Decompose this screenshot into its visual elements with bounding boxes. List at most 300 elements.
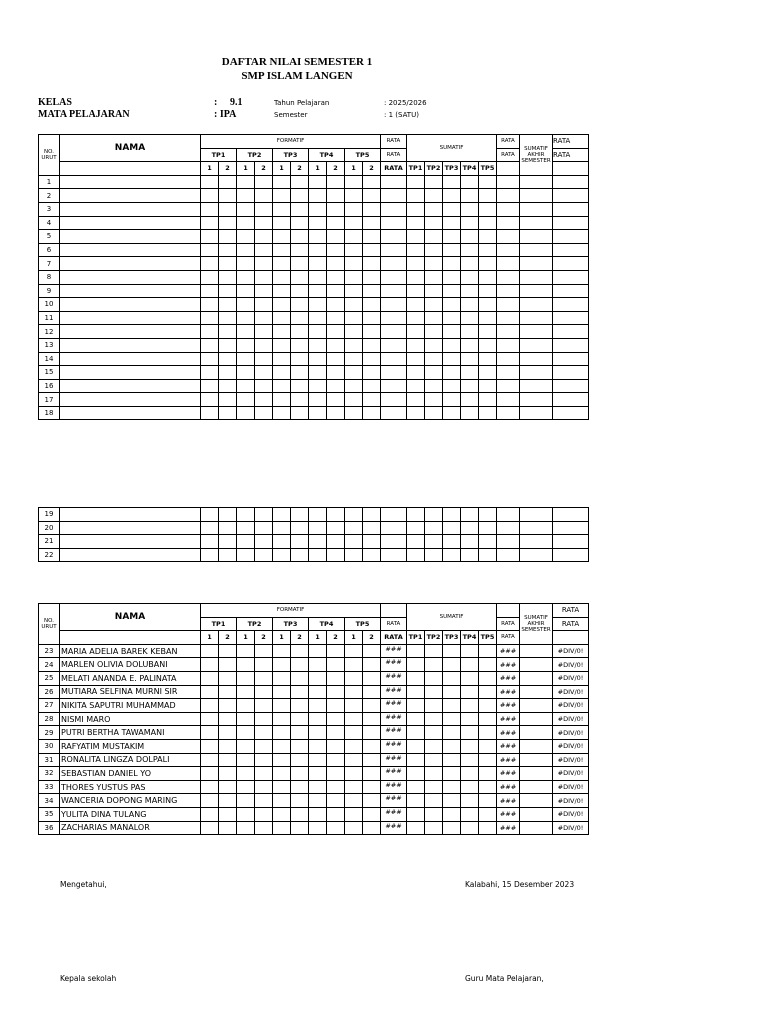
final-rata[interactable] bbox=[553, 393, 589, 407]
formatif-score[interactable] bbox=[345, 270, 363, 284]
sumatif-rata[interactable]: ### bbox=[497, 712, 520, 726]
formatif-score[interactable] bbox=[237, 202, 255, 216]
sumatif-score[interactable] bbox=[425, 685, 443, 699]
sumatif-score[interactable] bbox=[443, 393, 461, 407]
formatif-rata[interactable] bbox=[381, 230, 407, 244]
formatif-rata[interactable] bbox=[381, 270, 407, 284]
formatif-score[interactable] bbox=[219, 644, 237, 658]
formatif-score[interactable] bbox=[201, 189, 219, 203]
formatif-score[interactable] bbox=[273, 393, 291, 407]
sas-score[interactable] bbox=[520, 548, 553, 562]
formatif-score[interactable] bbox=[237, 189, 255, 203]
row-number[interactable]: 16 bbox=[39, 379, 60, 393]
sas-score[interactable] bbox=[520, 535, 553, 549]
formatif-score[interactable] bbox=[291, 338, 309, 352]
sumatif-score[interactable] bbox=[443, 521, 461, 535]
sumatif-score[interactable] bbox=[461, 807, 479, 821]
formatif-score[interactable] bbox=[237, 257, 255, 271]
final-rata[interactable] bbox=[553, 548, 589, 562]
sumatif-score[interactable] bbox=[407, 202, 425, 216]
sas-score[interactable] bbox=[520, 807, 553, 821]
sumatif-score[interactable] bbox=[407, 780, 425, 794]
sumatif-score[interactable] bbox=[461, 311, 479, 325]
sumatif-score[interactable] bbox=[443, 739, 461, 753]
formatif-score[interactable] bbox=[219, 270, 237, 284]
sumatif-score[interactable] bbox=[407, 712, 425, 726]
formatif-score[interactable] bbox=[201, 794, 219, 808]
sumatif-score[interactable] bbox=[479, 821, 497, 835]
formatif-score[interactable] bbox=[255, 685, 273, 699]
formatif-score[interactable] bbox=[201, 767, 219, 781]
formatif-score[interactable] bbox=[273, 780, 291, 794]
formatif-score[interactable] bbox=[363, 379, 381, 393]
sumatif-rata[interactable] bbox=[497, 311, 520, 325]
formatif-score[interactable] bbox=[363, 189, 381, 203]
sumatif-score[interactable] bbox=[443, 270, 461, 284]
formatif-score[interactable] bbox=[345, 794, 363, 808]
sumatif-score[interactable] bbox=[407, 726, 425, 740]
formatif-score[interactable] bbox=[219, 230, 237, 244]
formatif-score[interactable] bbox=[327, 644, 345, 658]
formatif-score[interactable] bbox=[201, 821, 219, 835]
sumatif-score[interactable] bbox=[479, 807, 497, 821]
formatif-score[interactable] bbox=[255, 257, 273, 271]
formatif-score[interactable] bbox=[327, 325, 345, 339]
sumatif-score[interactable] bbox=[461, 712, 479, 726]
formatif-rata[interactable] bbox=[381, 366, 407, 380]
formatif-score[interactable] bbox=[237, 671, 255, 685]
final-rata[interactable]: #DIV/0! bbox=[553, 726, 589, 740]
sumatif-score[interactable] bbox=[479, 338, 497, 352]
sumatif-score[interactable] bbox=[443, 175, 461, 189]
sumatif-score[interactable] bbox=[479, 699, 497, 713]
formatif-score[interactable] bbox=[237, 298, 255, 312]
student-name[interactable] bbox=[60, 535, 201, 549]
sas-score[interactable] bbox=[520, 739, 553, 753]
formatif-score[interactable] bbox=[345, 753, 363, 767]
final-rata[interactable] bbox=[553, 352, 589, 366]
sumatif-score[interactable] bbox=[443, 699, 461, 713]
sumatif-score[interactable] bbox=[479, 202, 497, 216]
formatif-score[interactable] bbox=[255, 379, 273, 393]
final-rata[interactable]: #DIV/0! bbox=[553, 658, 589, 672]
formatif-score[interactable] bbox=[237, 821, 255, 835]
formatif-score[interactable] bbox=[201, 175, 219, 189]
formatif-rata[interactable] bbox=[381, 352, 407, 366]
formatif-score[interactable] bbox=[237, 753, 255, 767]
formatif-score[interactable] bbox=[219, 257, 237, 271]
sumatif-rata[interactable] bbox=[497, 338, 520, 352]
sumatif-rata[interactable] bbox=[497, 230, 520, 244]
formatif-score[interactable] bbox=[237, 379, 255, 393]
formatif-score[interactable] bbox=[309, 685, 327, 699]
row-number[interactable]: 25 bbox=[39, 671, 60, 685]
sumatif-score[interactable] bbox=[443, 284, 461, 298]
formatif-score[interactable] bbox=[255, 338, 273, 352]
sumatif-rata[interactable]: ### bbox=[497, 699, 520, 713]
sumatif-score[interactable] bbox=[461, 257, 479, 271]
sumatif-score[interactable] bbox=[461, 230, 479, 244]
formatif-score[interactable] bbox=[219, 807, 237, 821]
formatif-score[interactable] bbox=[201, 366, 219, 380]
formatif-score[interactable] bbox=[273, 644, 291, 658]
formatif-score[interactable] bbox=[345, 230, 363, 244]
sumatif-score[interactable] bbox=[443, 379, 461, 393]
formatif-rata[interactable] bbox=[381, 521, 407, 535]
formatif-score[interactable] bbox=[237, 366, 255, 380]
row-number[interactable]: 22 bbox=[39, 548, 60, 562]
sumatif-score[interactable] bbox=[479, 270, 497, 284]
formatif-score[interactable] bbox=[255, 726, 273, 740]
formatif-score[interactable] bbox=[237, 548, 255, 562]
formatif-score[interactable] bbox=[363, 243, 381, 257]
formatif-score[interactable] bbox=[309, 767, 327, 781]
formatif-score[interactable] bbox=[345, 325, 363, 339]
formatif-score[interactable] bbox=[201, 379, 219, 393]
sumatif-rata[interactable] bbox=[497, 406, 520, 420]
formatif-score[interactable] bbox=[219, 521, 237, 535]
sumatif-score[interactable] bbox=[443, 535, 461, 549]
sumatif-rata[interactable]: ### bbox=[497, 821, 520, 835]
formatif-score[interactable] bbox=[291, 325, 309, 339]
sumatif-score[interactable] bbox=[407, 189, 425, 203]
formatif-score[interactable] bbox=[309, 216, 327, 230]
formatif-score[interactable] bbox=[237, 699, 255, 713]
sumatif-score[interactable] bbox=[425, 352, 443, 366]
formatif-score[interactable] bbox=[237, 644, 255, 658]
sumatif-score[interactable] bbox=[425, 780, 443, 794]
row-number[interactable]: 10 bbox=[39, 298, 60, 312]
formatif-score[interactable] bbox=[363, 726, 381, 740]
sumatif-score[interactable] bbox=[443, 548, 461, 562]
formatif-score[interactable] bbox=[327, 298, 345, 312]
student-name[interactable] bbox=[60, 257, 201, 271]
sas-score[interactable] bbox=[520, 284, 553, 298]
formatif-score[interactable] bbox=[237, 535, 255, 549]
formatif-score[interactable] bbox=[273, 767, 291, 781]
sumatif-score[interactable] bbox=[407, 753, 425, 767]
formatif-score[interactable] bbox=[309, 352, 327, 366]
formatif-score[interactable] bbox=[363, 685, 381, 699]
formatif-score[interactable] bbox=[363, 699, 381, 713]
sumatif-score[interactable] bbox=[461, 298, 479, 312]
formatif-score[interactable] bbox=[255, 548, 273, 562]
formatif-score[interactable] bbox=[327, 175, 345, 189]
formatif-score[interactable] bbox=[255, 780, 273, 794]
formatif-score[interactable] bbox=[255, 325, 273, 339]
formatif-score[interactable] bbox=[363, 257, 381, 271]
formatif-score[interactable] bbox=[363, 311, 381, 325]
formatif-score[interactable] bbox=[273, 821, 291, 835]
formatif-score[interactable] bbox=[201, 406, 219, 420]
formatif-score[interactable] bbox=[291, 189, 309, 203]
formatif-score[interactable] bbox=[273, 257, 291, 271]
final-rata[interactable] bbox=[553, 175, 589, 189]
formatif-score[interactable] bbox=[363, 767, 381, 781]
sumatif-score[interactable] bbox=[479, 535, 497, 549]
sumatif-score[interactable] bbox=[407, 311, 425, 325]
sumatif-score[interactable] bbox=[479, 521, 497, 535]
row-number[interactable]: 15 bbox=[39, 366, 60, 380]
formatif-rata[interactable] bbox=[381, 379, 407, 393]
sumatif-rata[interactable] bbox=[497, 325, 520, 339]
sumatif-score[interactable] bbox=[407, 257, 425, 271]
formatif-rata[interactable] bbox=[381, 243, 407, 257]
sumatif-score[interactable] bbox=[479, 671, 497, 685]
formatif-score[interactable] bbox=[345, 535, 363, 549]
formatif-score[interactable] bbox=[201, 726, 219, 740]
sas-score[interactable] bbox=[520, 325, 553, 339]
sumatif-score[interactable] bbox=[443, 671, 461, 685]
formatif-score[interactable] bbox=[237, 352, 255, 366]
formatif-score[interactable] bbox=[327, 780, 345, 794]
sumatif-score[interactable] bbox=[479, 753, 497, 767]
formatif-score[interactable] bbox=[237, 393, 255, 407]
formatif-score[interactable] bbox=[237, 767, 255, 781]
formatif-score[interactable] bbox=[237, 311, 255, 325]
row-number[interactable]: 12 bbox=[39, 325, 60, 339]
formatif-score[interactable] bbox=[237, 508, 255, 522]
formatif-rata[interactable]: ### bbox=[381, 821, 407, 835]
sumatif-score[interactable] bbox=[443, 189, 461, 203]
sumatif-rata[interactable]: ### bbox=[497, 807, 520, 821]
formatif-score[interactable] bbox=[291, 699, 309, 713]
formatif-score[interactable] bbox=[255, 739, 273, 753]
formatif-score[interactable] bbox=[219, 767, 237, 781]
student-name[interactable] bbox=[60, 393, 201, 407]
sas-score[interactable] bbox=[520, 671, 553, 685]
student-name[interactable]: MUTIARA SELFINA MURNI SIR bbox=[60, 685, 201, 699]
row-number[interactable]: 26 bbox=[39, 685, 60, 699]
formatif-score[interactable] bbox=[273, 270, 291, 284]
sumatif-score[interactable] bbox=[407, 230, 425, 244]
sumatif-score[interactable] bbox=[479, 767, 497, 781]
formatif-rata[interactable]: ### bbox=[381, 780, 407, 794]
formatif-score[interactable] bbox=[309, 535, 327, 549]
sumatif-score[interactable] bbox=[425, 535, 443, 549]
sumatif-score[interactable] bbox=[479, 739, 497, 753]
student-name[interactable]: WANCERIA DOPONG MARING bbox=[60, 794, 201, 808]
sumatif-rata[interactable] bbox=[497, 202, 520, 216]
sas-score[interactable] bbox=[520, 270, 553, 284]
formatif-score[interactable] bbox=[201, 535, 219, 549]
student-name[interactable]: NIKITA SAPUTRI MUHAMMAD bbox=[60, 699, 201, 713]
formatif-score[interactable] bbox=[255, 284, 273, 298]
formatif-score[interactable] bbox=[291, 658, 309, 672]
formatif-score[interactable] bbox=[201, 202, 219, 216]
formatif-score[interactable] bbox=[309, 189, 327, 203]
formatif-score[interactable] bbox=[255, 753, 273, 767]
sumatif-rata[interactable]: ### bbox=[497, 780, 520, 794]
formatif-score[interactable] bbox=[291, 270, 309, 284]
formatif-score[interactable] bbox=[309, 202, 327, 216]
formatif-score[interactable] bbox=[291, 508, 309, 522]
sumatif-score[interactable] bbox=[407, 821, 425, 835]
sumatif-score[interactable] bbox=[443, 712, 461, 726]
formatif-score[interactable] bbox=[327, 699, 345, 713]
sumatif-score[interactable] bbox=[461, 535, 479, 549]
formatif-score[interactable] bbox=[345, 807, 363, 821]
formatif-score[interactable] bbox=[201, 284, 219, 298]
sas-score[interactable] bbox=[520, 767, 553, 781]
sas-score[interactable] bbox=[520, 685, 553, 699]
sumatif-score[interactable] bbox=[425, 712, 443, 726]
sumatif-score[interactable] bbox=[461, 794, 479, 808]
sumatif-score[interactable] bbox=[407, 216, 425, 230]
formatif-score[interactable] bbox=[273, 175, 291, 189]
sumatif-score[interactable] bbox=[479, 230, 497, 244]
formatif-score[interactable] bbox=[345, 298, 363, 312]
sas-score[interactable] bbox=[520, 712, 553, 726]
formatif-score[interactable] bbox=[309, 508, 327, 522]
formatif-rata[interactable]: ### bbox=[381, 753, 407, 767]
formatif-score[interactable] bbox=[201, 298, 219, 312]
formatif-rata[interactable]: ### bbox=[381, 794, 407, 808]
formatif-score[interactable] bbox=[291, 644, 309, 658]
final-rata[interactable]: #DIV/0! bbox=[553, 767, 589, 781]
formatif-score[interactable] bbox=[219, 794, 237, 808]
formatif-score[interactable] bbox=[201, 521, 219, 535]
sumatif-score[interactable] bbox=[461, 338, 479, 352]
formatif-score[interactable] bbox=[327, 671, 345, 685]
formatif-score[interactable] bbox=[219, 726, 237, 740]
formatif-score[interactable] bbox=[309, 298, 327, 312]
sumatif-rata[interactable] bbox=[497, 189, 520, 203]
formatif-score[interactable] bbox=[309, 230, 327, 244]
formatif-score[interactable] bbox=[237, 521, 255, 535]
formatif-score[interactable] bbox=[363, 821, 381, 835]
final-rata[interactable]: #DIV/0! bbox=[553, 671, 589, 685]
row-number[interactable]: 24 bbox=[39, 658, 60, 672]
sumatif-score[interactable] bbox=[443, 685, 461, 699]
sumatif-score[interactable] bbox=[443, 257, 461, 271]
row-number[interactable]: 34 bbox=[39, 794, 60, 808]
formatif-score[interactable] bbox=[345, 548, 363, 562]
student-name[interactable]: NISMI MARO bbox=[60, 712, 201, 726]
sumatif-score[interactable] bbox=[479, 726, 497, 740]
formatif-rata[interactable] bbox=[381, 508, 407, 522]
sumatif-score[interactable] bbox=[407, 379, 425, 393]
student-name[interactable] bbox=[60, 298, 201, 312]
formatif-score[interactable] bbox=[291, 535, 309, 549]
sumatif-rata[interactable]: ### bbox=[497, 671, 520, 685]
formatif-score[interactable] bbox=[255, 807, 273, 821]
formatif-score[interactable] bbox=[309, 325, 327, 339]
row-number[interactable]: 14 bbox=[39, 352, 60, 366]
formatif-score[interactable] bbox=[291, 366, 309, 380]
formatif-score[interactable] bbox=[201, 712, 219, 726]
sumatif-rata[interactable]: ### bbox=[497, 739, 520, 753]
sumatif-score[interactable] bbox=[479, 366, 497, 380]
formatif-score[interactable] bbox=[201, 325, 219, 339]
student-name[interactable] bbox=[60, 243, 201, 257]
sas-score[interactable] bbox=[520, 726, 553, 740]
formatif-score[interactable] bbox=[219, 202, 237, 216]
formatif-score[interactable] bbox=[345, 338, 363, 352]
formatif-score[interactable] bbox=[201, 658, 219, 672]
formatif-score[interactable] bbox=[219, 311, 237, 325]
formatif-score[interactable] bbox=[237, 284, 255, 298]
row-number[interactable]: 19 bbox=[39, 508, 60, 522]
sumatif-score[interactable] bbox=[425, 298, 443, 312]
formatif-score[interactable] bbox=[345, 352, 363, 366]
sumatif-score[interactable] bbox=[443, 821, 461, 835]
formatif-score[interactable] bbox=[201, 548, 219, 562]
sumatif-score[interactable] bbox=[479, 257, 497, 271]
final-rata[interactable] bbox=[553, 216, 589, 230]
formatif-score[interactable] bbox=[345, 508, 363, 522]
formatif-score[interactable] bbox=[291, 216, 309, 230]
formatif-score[interactable] bbox=[363, 780, 381, 794]
formatif-score[interactable] bbox=[219, 685, 237, 699]
sumatif-score[interactable] bbox=[443, 406, 461, 420]
sumatif-score[interactable] bbox=[425, 202, 443, 216]
row-number[interactable]: 30 bbox=[39, 739, 60, 753]
formatif-rata[interactable] bbox=[381, 175, 407, 189]
sumatif-score[interactable] bbox=[479, 243, 497, 257]
sumatif-score[interactable] bbox=[425, 508, 443, 522]
sumatif-score[interactable] bbox=[479, 298, 497, 312]
formatif-score[interactable] bbox=[291, 739, 309, 753]
sumatif-rata[interactable] bbox=[497, 535, 520, 549]
formatif-score[interactable] bbox=[345, 366, 363, 380]
formatif-score[interactable] bbox=[255, 821, 273, 835]
sas-score[interactable] bbox=[520, 644, 553, 658]
formatif-score[interactable] bbox=[201, 352, 219, 366]
student-name[interactable] bbox=[60, 366, 201, 380]
final-rata[interactable]: #DIV/0! bbox=[553, 739, 589, 753]
formatif-score[interactable] bbox=[201, 671, 219, 685]
sumatif-score[interactable] bbox=[407, 521, 425, 535]
sumatif-score[interactable] bbox=[461, 767, 479, 781]
final-rata[interactable] bbox=[553, 366, 589, 380]
sumatif-score[interactable] bbox=[479, 712, 497, 726]
formatif-score[interactable] bbox=[219, 699, 237, 713]
sumatif-score[interactable] bbox=[407, 807, 425, 821]
formatif-score[interactable] bbox=[345, 406, 363, 420]
formatif-score[interactable] bbox=[363, 739, 381, 753]
sumatif-score[interactable] bbox=[407, 270, 425, 284]
sas-score[interactable] bbox=[520, 298, 553, 312]
student-name[interactable] bbox=[60, 352, 201, 366]
formatif-score[interactable] bbox=[345, 521, 363, 535]
formatif-score[interactable] bbox=[219, 189, 237, 203]
sumatif-score[interactable] bbox=[461, 508, 479, 522]
formatif-score[interactable] bbox=[219, 352, 237, 366]
formatif-score[interactable] bbox=[345, 311, 363, 325]
sumatif-score[interactable] bbox=[407, 671, 425, 685]
formatif-score[interactable] bbox=[309, 406, 327, 420]
sas-score[interactable] bbox=[520, 243, 553, 257]
sumatif-score[interactable] bbox=[479, 780, 497, 794]
row-number[interactable]: 20 bbox=[39, 521, 60, 535]
formatif-score[interactable] bbox=[291, 521, 309, 535]
formatif-score[interactable] bbox=[327, 202, 345, 216]
formatif-score[interactable] bbox=[237, 794, 255, 808]
sumatif-rata[interactable]: ### bbox=[497, 753, 520, 767]
sumatif-score[interactable] bbox=[407, 767, 425, 781]
final-rata[interactable] bbox=[553, 230, 589, 244]
formatif-score[interactable] bbox=[273, 243, 291, 257]
formatif-score[interactable] bbox=[201, 780, 219, 794]
formatif-score[interactable] bbox=[273, 685, 291, 699]
formatif-score[interactable] bbox=[309, 270, 327, 284]
sumatif-score[interactable] bbox=[479, 548, 497, 562]
sumatif-score[interactable] bbox=[443, 726, 461, 740]
row-number[interactable]: 28 bbox=[39, 712, 60, 726]
formatif-score[interactable] bbox=[309, 366, 327, 380]
formatif-score[interactable] bbox=[345, 175, 363, 189]
